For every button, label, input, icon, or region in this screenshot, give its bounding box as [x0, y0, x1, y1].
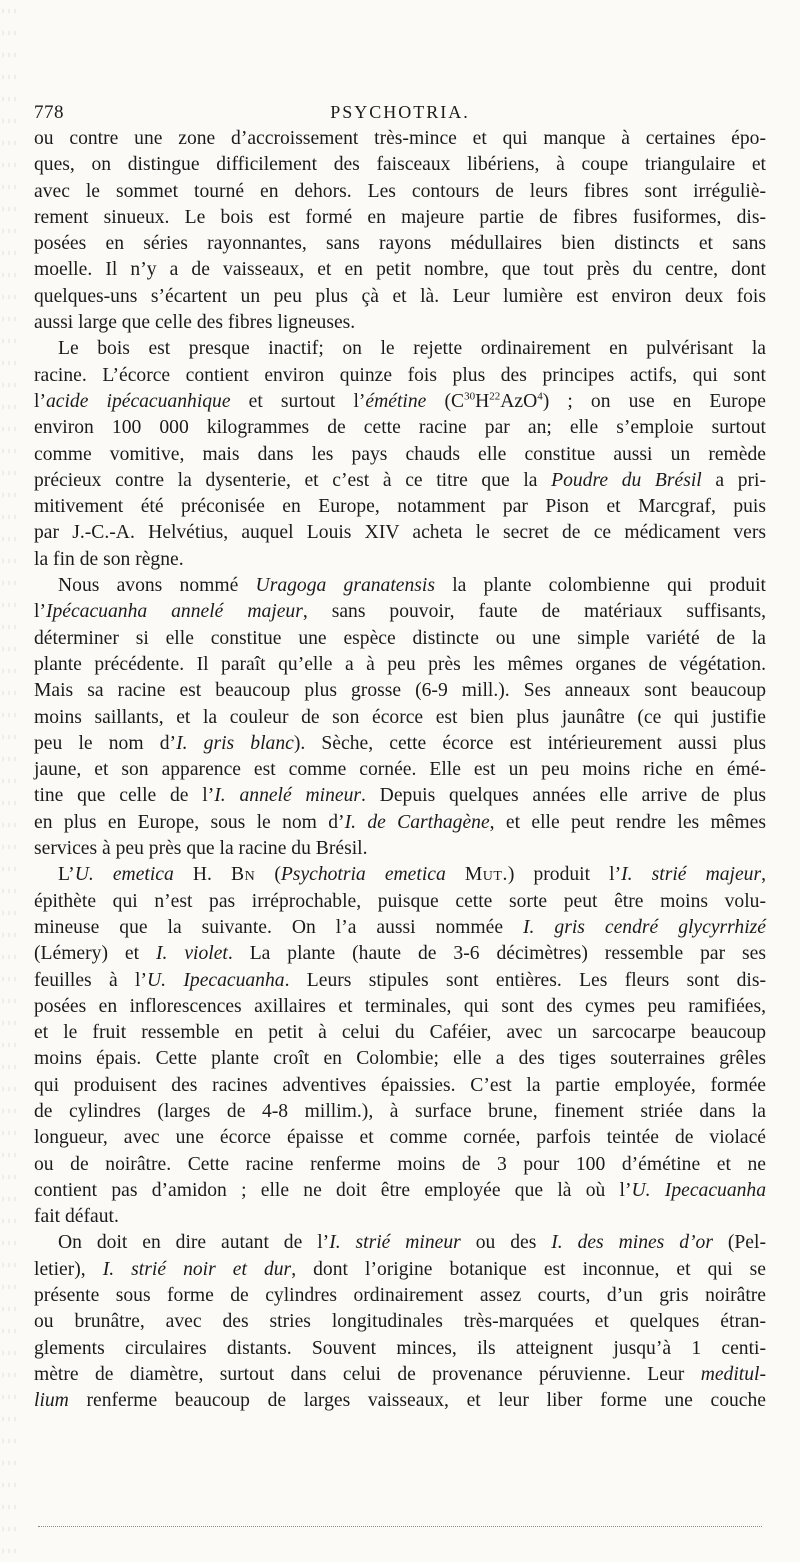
text-segment: Nous avons nommé	[58, 575, 256, 597]
text-line	[34, 1046, 766, 1072]
running-title: PSYCHOTRIA.	[330, 102, 470, 122]
superscript: 22	[489, 390, 501, 403]
text-segment: mitivement été préconisée en Europe, notamment par Pison et Marcgraf, puis	[34, 496, 766, 518]
italic-text: I. de Carthagène	[344, 811, 490, 833]
text-line	[34, 862, 766, 888]
text-segment: la plante colombienne qui produit	[434, 575, 766, 597]
text-segment: environ 100 000 kilogrammes de cette racine par an; elle s’emploie surtout	[34, 417, 766, 439]
text-segment: feuilles à l’	[34, 969, 147, 991]
italic-text: U. Ipecacuanha	[631, 1179, 767, 1201]
text-line	[34, 968, 766, 994]
text-line	[34, 389, 766, 415]
text-line	[34, 994, 766, 1020]
text-line	[34, 284, 766, 310]
body-text	[34, 126, 766, 1415]
text-segment: longueur, avec une écorce épaisse et comme cornée, parfois teintée de violacé	[34, 1127, 766, 1149]
italic-text: U. emetica	[74, 864, 174, 886]
italic-text: I. strié majeur	[621, 864, 762, 886]
text-segment: moelle. Il n’y a de vaisseaux, et en petit nombre, que tout près du centre, dont	[34, 259, 766, 281]
text-segment: . Depuis quelques années elle arrive de plus	[361, 785, 766, 807]
italic-text: I. strié mineur	[329, 1232, 461, 1254]
text-segment: moins épais. Cette plante croît en Colombie; elle a des tiges souterraines grêles	[34, 1048, 766, 1070]
text-line	[34, 152, 766, 178]
text-line	[34, 1073, 766, 1099]
text-segment: (Pel-	[712, 1232, 766, 1254]
italic-text: I. violet	[155, 943, 228, 965]
text-segment: et le fruit ressemble en petit à celui du Caféier, avec un sarcocarpe beaucoup	[34, 1022, 766, 1044]
italic-text: I. gris cendré glycyrrhizé	[523, 916, 766, 938]
text-line	[34, 1362, 766, 1388]
text-segment: (C	[426, 390, 465, 412]
italic-text: I. strié noir et dur	[102, 1258, 292, 1280]
text-segment: H	[475, 390, 490, 412]
italic-text: Psychotria emetica	[280, 864, 446, 886]
text-line	[34, 941, 766, 967]
text-segment: contient pas d’amidon ; elle ne doit être employée que là où l’	[34, 1179, 632, 1201]
italic-text: meditul-	[700, 1363, 766, 1385]
text-line	[34, 205, 766, 231]
text-line	[34, 1336, 766, 1362]
text-segment: et surtout l’	[230, 390, 366, 412]
text-segment: comme vomitive, mais dans les pays chauds elle constitue aussi un remède	[34, 443, 766, 465]
text-line	[34, 810, 766, 836]
text-line	[34, 1388, 766, 1414]
text-segment: déterminer si elle constitue une espèce distincte ou une simple variété de la	[34, 627, 766, 649]
text-segment: . Leurs stipules sont entières. Les fleurs sont dis-	[284, 969, 767, 991]
text-segment: posées en séries rayonnantes, sans rayons médullaires bien distincts et sans	[34, 233, 766, 255]
italic-text: U. Ipecacuanha	[147, 969, 285, 991]
text-segment: par J.-C.-A. Helvétius, auquel Louis XIV acheta le secret de ce médicament vers	[34, 522, 766, 544]
italic-text: Uragoga granatensis	[255, 575, 435, 597]
text-line	[34, 783, 766, 809]
text-segment: quelques-uns s’écartent un peu plus çà et là. Leur lumière est environ deux fois	[34, 285, 766, 307]
text-line	[34, 336, 766, 362]
text-segment: épithète qui n’est pas irréprochable, puisque cette sorte peut être moins volu-	[34, 890, 766, 912]
text-segment	[446, 864, 465, 885]
text-segment: avec le sommet tourné en dehors. Les contours de leurs fibres sont irréguliè-	[34, 180, 766, 202]
italic-text: Ipécacuanha annelé majeur	[45, 601, 303, 623]
italic-text: lium	[34, 1390, 69, 1412]
small-caps-text: Bn	[231, 864, 256, 886]
text-line	[34, 1152, 766, 1178]
text-segment: aussi large que celle des fibres ligneuses.	[34, 312, 356, 334]
text-segment: ) produit l’	[507, 864, 622, 886]
text-segment: L’	[58, 864, 75, 886]
text-line	[34, 1230, 766, 1256]
text-line	[34, 257, 766, 283]
text-segment: renferme beaucoup de larges vaisseaux, et leur liber forme une couche	[68, 1390, 766, 1412]
bottom-dotted-rule	[38, 1526, 762, 1527]
text-line	[34, 442, 766, 468]
superscript: 4	[537, 390, 543, 403]
text-segment: l’	[34, 390, 46, 412]
text-segment: qui produisent des racines adventives épaissies. C’est la partie employée, formée	[34, 1074, 766, 1096]
text-segment: plante précédente. Il paraît qu’elle a à peu près les mêmes organes de végétation.	[34, 653, 766, 675]
text-segment: . La plante (haute de 3-6 décimètres) ressemble par ses	[227, 943, 766, 965]
text-segment: présente sous forme de cylindres ordinairement assez courts, d’un gris noirâtre	[34, 1285, 766, 1307]
text-line	[34, 626, 766, 652]
text-line	[34, 494, 766, 520]
text-segment: ou des	[460, 1232, 552, 1254]
small-caps-text: Mut.	[464, 864, 508, 886]
page-number: 778	[34, 102, 64, 123]
text-segment: ou brunâtre, avec des stries longitudinales très-marquées et quelques étran-	[34, 1311, 766, 1333]
text-segment: On doit en dire autant de l’	[58, 1232, 330, 1254]
text-segment: moins saillants, et la couleur de son écorce est bien plus jaunâtre (ce qui justifie	[34, 706, 766, 728]
text-line	[34, 179, 766, 205]
text-segment: (	[255, 864, 281, 886]
italic-text: Poudre du Brésil	[551, 469, 702, 491]
text-segment: mètre de diamètre, surtout dans celui de provenance péruvienne. Leur	[34, 1363, 701, 1385]
text-segment: l’	[34, 601, 46, 623]
text-segment: glements circulaires distants. Souvent minces, ils atteignent jusqu’à 1 centi-	[34, 1337, 766, 1359]
text-segment: racine. L’écorce contient environ quinze fois plus des principes actifs, qui sont	[34, 364, 766, 386]
italic-text: I. annelé mineur	[214, 785, 361, 807]
text-segment: posées en inflorescences axillaires et terminales, qui sont des cymes peu ramifiées,	[34, 995, 766, 1017]
text-line	[34, 1283, 766, 1309]
page	[34, 92, 766, 1415]
text-line	[34, 310, 766, 336]
text-segment: la fin de son règne.	[34, 548, 184, 570]
italic-text: I. des mines d’or	[551, 1232, 713, 1254]
text-line	[34, 547, 766, 573]
italic-text: émétine	[365, 390, 427, 412]
text-line	[34, 573, 766, 599]
italic-text: acide ipécacuanhique	[45, 390, 231, 412]
text-segment: rement sinueux. Le bois est formé en majeure partie de fibres fusiformes, dis-	[34, 206, 766, 228]
text-line	[34, 705, 766, 731]
text-line	[34, 1309, 766, 1335]
text-line	[34, 731, 766, 757]
text-segment: en plus en Europe, sous le nom d’	[34, 811, 345, 833]
italic-text: I. gris blanc	[176, 732, 294, 754]
text-line	[34, 1204, 766, 1230]
text-segment: ,	[761, 864, 766, 886]
text-segment: de cylindres (larges de 4-8 millim.), à surface brune, finement striée dans la	[34, 1100, 766, 1122]
text-line	[34, 520, 766, 546]
text-segment: mineuse que la suivante. On l’a aussi nommée	[34, 916, 524, 938]
text-segment: ) ; on use en Europe	[542, 390, 766, 412]
text-segment: , dont l’origine botanique est inconnue, et qui se	[291, 1258, 766, 1280]
text-line	[34, 757, 766, 783]
text-line	[34, 363, 766, 389]
text-segment: précieux contre la dysenterie, et c’est à ce titre que la	[34, 469, 552, 491]
text-line	[34, 415, 766, 441]
text-line	[34, 126, 766, 152]
text-line	[34, 678, 766, 704]
text-line	[34, 599, 766, 625]
text-segment: ques, on distingue difficilement des faisceaux libériens, à coupe triangulaire et	[34, 154, 766, 176]
text-segment: ou contre une zone d’accroissement très-mince et qui manque à certaines épo-	[34, 128, 766, 149]
text-line	[34, 231, 766, 257]
text-line	[34, 1020, 766, 1046]
text-line	[34, 915, 766, 941]
text-segment: , sans pouvoir, faute de matériaux suffisants,	[302, 601, 766, 623]
text-segment: Le bois est presque inactif; on le rejette ordinairement en pulvérisant la	[58, 338, 766, 360]
text-segment: a pri-	[701, 469, 767, 491]
superscript: 30	[464, 390, 476, 403]
text-segment: letier),	[34, 1258, 103, 1280]
text-segment: AzO	[500, 390, 538, 412]
text-segment: jaune, et son apparence est comme cornée. Elle est un peu moins riche en émé-	[34, 759, 766, 781]
text-segment: (Lémery) et	[34, 943, 156, 965]
running-head	[34, 92, 766, 126]
text-segment: tine que celle de l’	[34, 785, 215, 807]
text-line	[34, 1178, 766, 1204]
margin-speckle	[0, 0, 20, 1562]
text-segment: ). Sèche, cette écorce est intérieurement aussi plus	[293, 732, 766, 754]
text-segment: services à peu près que la racine du Brésil.	[34, 838, 368, 860]
text-line	[34, 652, 766, 678]
text-segment: , et elle peut rendre les mêmes	[489, 811, 766, 833]
text-segment: Mais sa racine est beaucoup plus grosse (6-9 mill.). Ses anneaux sont beaucoup	[34, 680, 766, 702]
text-segment: ou de noirâtre. Cette racine renferme moins de 3 pour 100 d’émétine et ne	[34, 1153, 766, 1175]
text-segment: peu le nom d’	[34, 732, 177, 754]
text-line	[34, 889, 766, 915]
text-line	[34, 1125, 766, 1151]
text-segment: H.	[173, 864, 232, 886]
text-line	[34, 1257, 766, 1283]
text-line	[34, 836, 766, 862]
text-segment: fait défaut.	[34, 1206, 119, 1228]
text-line	[34, 1099, 766, 1125]
text-line	[34, 468, 766, 494]
